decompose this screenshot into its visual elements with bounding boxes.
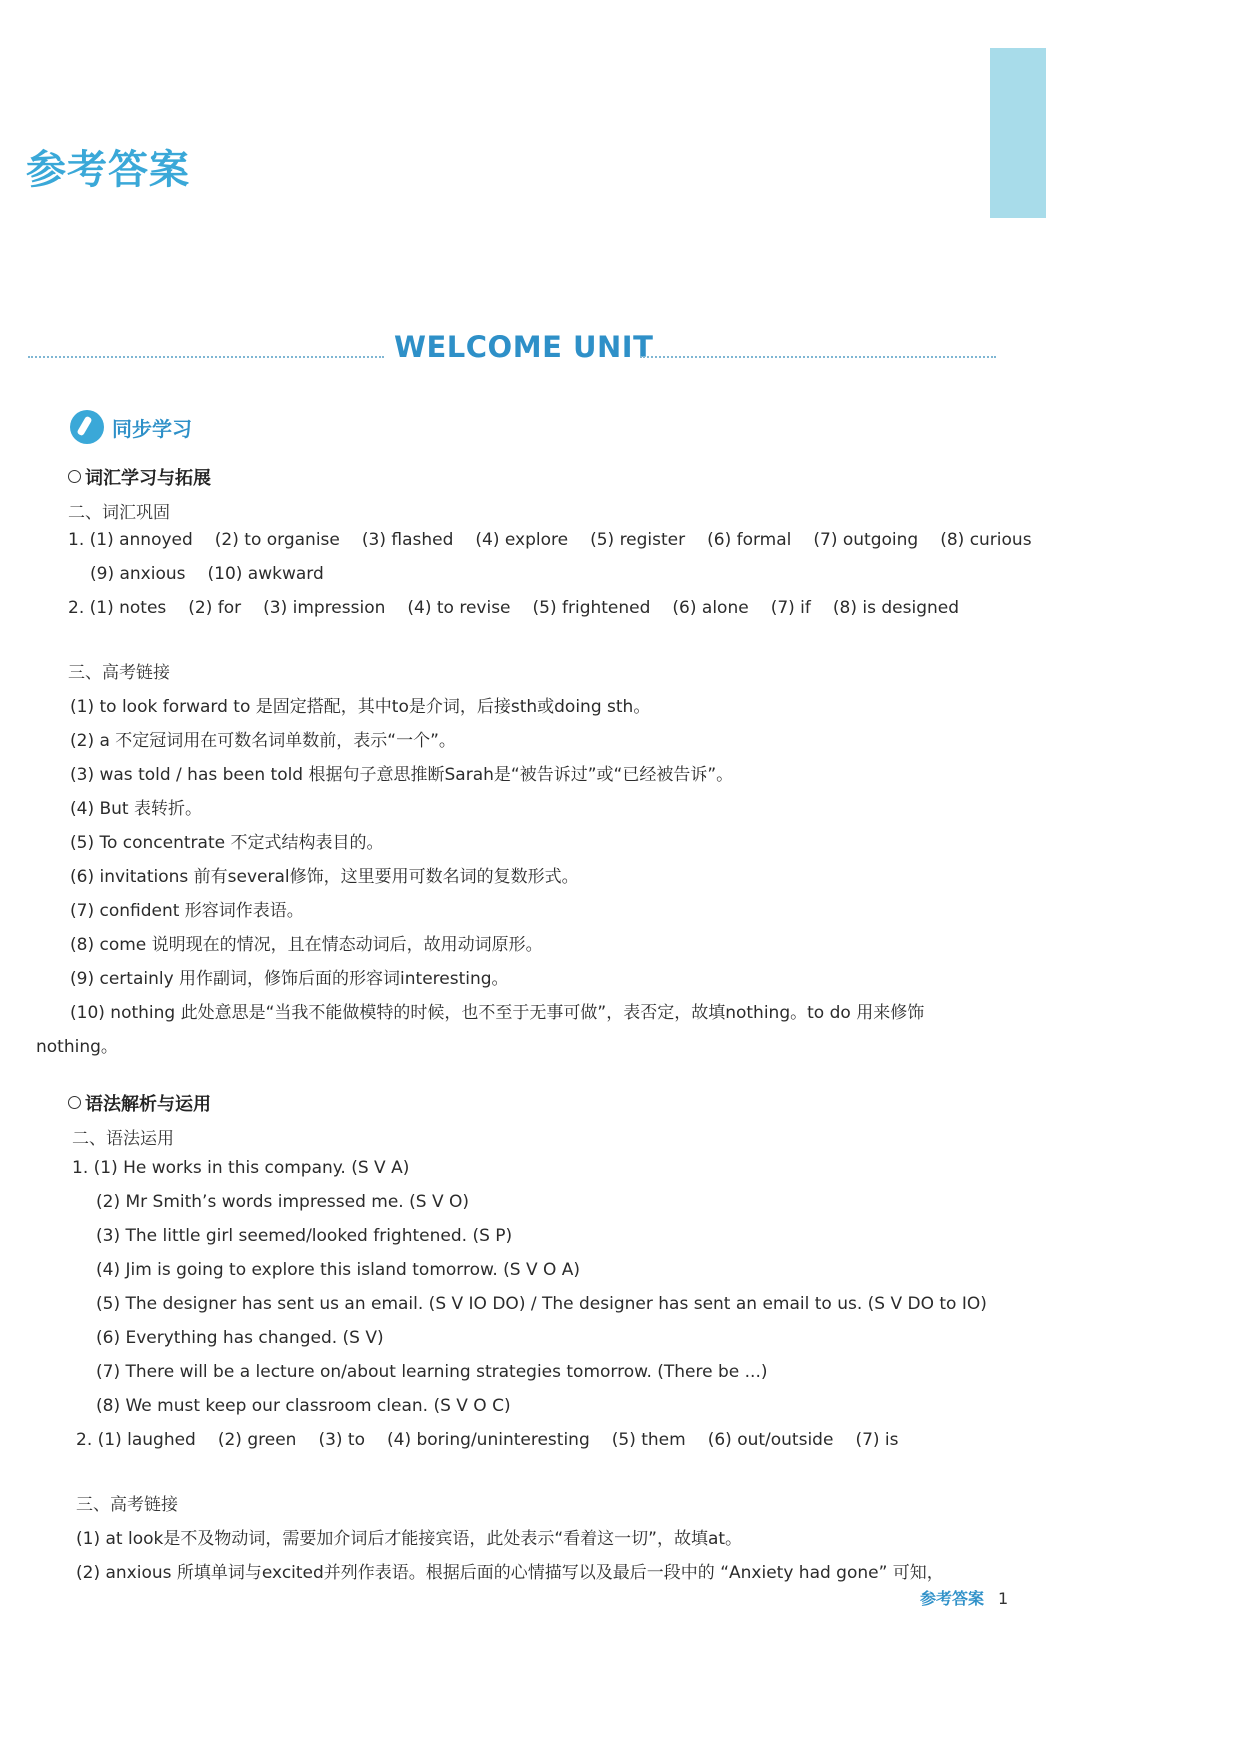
link-answer: (7) confident 形容词作表语。 (70, 901, 304, 921)
link-answer-wrap: nothing。 (36, 1037, 118, 1057)
section-heading-grammar: 语法解析与运用 (68, 1090, 211, 1116)
subheading-vocab-review: 二、词汇巩固 (68, 503, 170, 523)
grammar-answer: (7) There will be a lecture on/about learning strategies tomorrow. (There be ...) (96, 1362, 768, 1382)
answer-item: (5) register (590, 530, 686, 550)
answer-item: (9) anxious (90, 564, 186, 584)
answer-item: (7) if (770, 598, 811, 618)
answer-item: (8) is designed (832, 598, 960, 618)
link-answer: (3) was told / has been told 根据句子意思推断Sarah是“被告诉过”或“已经被告诉”。 (70, 765, 734, 785)
answer-item: (2) green (217, 1430, 297, 1450)
answer-row-q1 (68, 530, 1054, 550)
link-answer: (6) invitations 前有several修饰，这里要用可数名词的复数形式。 (70, 867, 579, 887)
corner-decoration (990, 48, 1046, 218)
link-answer: (1) at look是不及物动词，需要加介词后才能接宾语，此处表示“看着这一切”，故填at。 (76, 1529, 743, 1549)
section-heading-vocab: 词汇学习与拓展 (68, 464, 211, 490)
link-answer: (2) anxious 所填单词与excited并列作表语。根据后面的心情描写以及最后一段中的 “Anxiety had gone” 可知， (76, 1563, 944, 1583)
footer-label: 参考答案 (920, 1589, 985, 1608)
badge-label: 同步学习 (112, 417, 192, 441)
answer-item: (3) impression (263, 598, 386, 618)
answer-item: 2. (1) notes (68, 598, 167, 618)
answer-item: (6) formal (707, 530, 792, 550)
grammar-answer: (3) The little girl seemed/looked frightened. (S P) (96, 1226, 513, 1246)
answer-item: (7) is (855, 1430, 899, 1450)
answer-item: (8) curious (940, 530, 1032, 550)
answer-item: (4) explore (475, 530, 569, 550)
answer-item: (5) frightened (532, 598, 651, 618)
answer-row-grammar-q2 (76, 1430, 921, 1450)
answer-item: (2) to organise (214, 530, 340, 550)
answer-item: (4) to revise (407, 598, 511, 618)
link-answer: (9) certainly 用作副词，修饰后面的形容词interesting。 (70, 969, 509, 989)
answer-item: (3) to (318, 1430, 365, 1450)
subheading-gaokao-links: 三、高考链接 (68, 663, 170, 683)
unit-title: WELCOME UNIT (394, 330, 654, 364)
answer-item: (6) out/outside (707, 1430, 834, 1450)
grammar-answer: (2) Mr Smith’s words impressed me. (S V O) (96, 1192, 469, 1212)
answer-item: (10) awkward (207, 564, 324, 584)
page-title: 参考答案 (26, 147, 190, 193)
grammar-answer: 1. (1) He works in this company. (S V A) (72, 1158, 410, 1178)
page-number: 1 (998, 1589, 1009, 1608)
answer-item: (7) outgoing (813, 530, 919, 550)
link-answer: (8) come 说明现在的情况，且在情态动词后，故用动词原形。 (70, 935, 543, 955)
link-answer: (1) to look forward to 是固定搭配，其中to是介词，后接sth或doing sth。 (70, 697, 651, 717)
link-answer: (10) nothing 此处意思是“当我不能做模特的时候，也不至于无事可做”，表否定，故填nothing。to do 用来修饰 (70, 1003, 925, 1023)
link-answer: (5) To concentrate 不定式结构表目的。 (70, 833, 384, 853)
answer-item: 2. (1) laughed (76, 1430, 196, 1450)
answer-row-q1-cont (90, 564, 346, 584)
link-answer: (2) a 不定冠词用在可数名词单数前，表示“一个”。 (70, 731, 456, 751)
subheading-grammar-use: 二、语法运用 (72, 1129, 174, 1149)
grammar-answer: (6) Everything has changed. (S V) (96, 1328, 384, 1348)
answer-item: (3) flashed (361, 530, 454, 550)
answer-item: 1. (1) annoyed (68, 530, 193, 550)
grammar-answer: (8) We must keep our classroom clean. (S V O C) (96, 1396, 511, 1416)
grammar-answer: (5) The designer has sent us an email. (S V IO DO) / The designer has sent an email to us. (S V DO to IO) (96, 1294, 987, 1314)
grammar-answer: (4) Jim is going to explore this island tomorrow. (S V O A) (96, 1260, 581, 1280)
answer-item: (4) boring/uninteresting (387, 1430, 590, 1450)
answer-item: (5) them (611, 1430, 686, 1450)
link-answer: (4) But 表转折。 (70, 799, 202, 819)
answer-item: (6) alone (672, 598, 749, 618)
answer-item: (2) for (188, 598, 242, 618)
pen-icon (70, 410, 104, 444)
divider-right (640, 356, 996, 358)
page-footer (920, 1586, 1008, 1609)
answer-row-q2 (68, 598, 981, 618)
divider-left (28, 356, 384, 358)
subheading-gaokao-links-2: 三、高考链接 (76, 1495, 178, 1515)
